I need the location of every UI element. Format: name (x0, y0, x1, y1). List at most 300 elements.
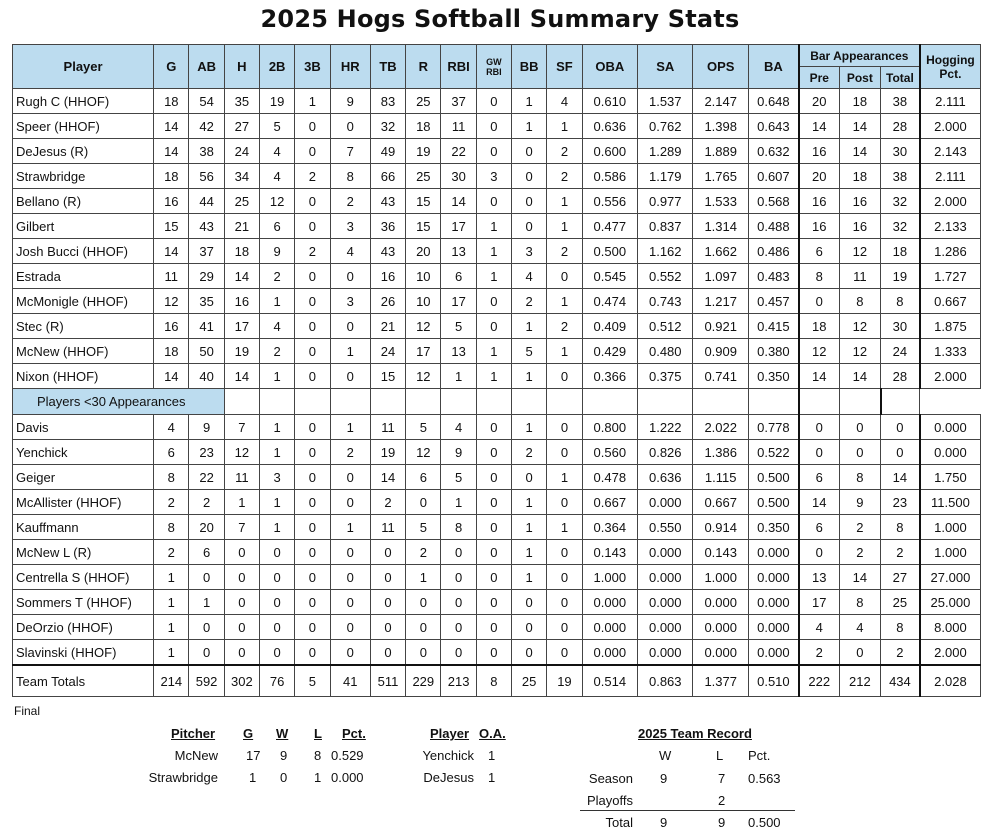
cell-ba: 0.350 (748, 515, 798, 540)
cell-bb: 1 (512, 415, 547, 440)
cell-3b: 1 (295, 89, 330, 114)
cell-ba: 0.000 (748, 565, 798, 590)
cell-player: Gilbert (13, 214, 154, 239)
cell-r: 18 (406, 114, 441, 139)
cell-rbi: 213 (441, 665, 476, 697)
cell-ab: 9 (189, 415, 224, 440)
cell-tb: 11 (370, 415, 405, 440)
cell-2b: 4 (260, 139, 295, 164)
cell-ab: 0 (189, 615, 224, 640)
player-row (13, 590, 981, 615)
cell-g: 16 (154, 314, 189, 339)
player-row (13, 540, 981, 565)
cell-sf: 0 (547, 415, 582, 440)
cell-g: 4 (154, 415, 189, 440)
cell-gw-rbi: 1 (476, 214, 511, 239)
cell-2b: 3 (260, 465, 295, 490)
cell-tb: 16 (370, 264, 405, 289)
cell-r: 0 (406, 640, 441, 666)
cell-g: 6 (154, 440, 189, 465)
cell-sa: 0.550 (638, 515, 693, 540)
cell-tb: 32 (370, 114, 405, 139)
cell-r: 19 (406, 139, 441, 164)
cell-ba: 0.380 (748, 339, 798, 364)
cell-ba: 0.778 (748, 415, 798, 440)
cell-total: 32 (881, 189, 920, 214)
cell-player: Josh Bucci (HHOF) (13, 239, 154, 264)
cell-gw-rbi: 0 (476, 615, 511, 640)
cell-ba: 0.000 (748, 540, 798, 565)
cell-oba: 0.364 (582, 515, 637, 540)
cell-sf: 0 (547, 264, 582, 289)
player-row (13, 314, 981, 339)
empty-cell (406, 389, 441, 415)
cell-bb: 3 (512, 239, 547, 264)
cell-total: 18 (881, 239, 920, 264)
cell-2b: 0 (260, 640, 295, 666)
team-record-title: 2025 Team Record (638, 726, 752, 741)
cell-oba: 1.000 (582, 565, 637, 590)
cell-post: 2 (839, 515, 880, 540)
cell-hr: 0 (330, 565, 370, 590)
cell-sf: 2 (547, 239, 582, 264)
cell-sa: 0.000 (638, 490, 693, 515)
cell-r: 1 (406, 565, 441, 590)
cell-ba: 0.350 (748, 364, 798, 389)
cell-ba: 0.648 (748, 89, 798, 114)
pitching-row-l: 8 (314, 748, 322, 763)
main-players-body (13, 89, 981, 389)
cell-hogging-pct: 0.667 (920, 289, 981, 314)
cell-h: 19 (224, 339, 259, 364)
cell-oba: 0.366 (582, 364, 637, 389)
player-row (13, 465, 981, 490)
cell-hogging-pct: 2.000 (920, 364, 981, 389)
cell-hogging-pct: 2.143 (920, 139, 981, 164)
cell-2b: 5 (260, 114, 295, 139)
cell-total: 28 (881, 114, 920, 139)
cell-sa: 0.512 (638, 314, 693, 339)
cell-h: 18 (224, 239, 259, 264)
cell-hogging-pct: 2.028 (920, 665, 981, 697)
cell-r: 0 (406, 490, 441, 515)
cell-r: 0 (406, 590, 441, 615)
cell-sa: 0.552 (638, 264, 693, 289)
pitching-header-l: L (314, 726, 322, 741)
cell-sf: 1 (547, 289, 582, 314)
cell-gw-rbi: 0 (476, 189, 511, 214)
cell-total: 30 (881, 139, 920, 164)
cell-sf: 0 (547, 490, 582, 515)
cell-tb: 14 (370, 465, 405, 490)
cell-sa: 0.000 (638, 565, 693, 590)
cell-hr: 0 (330, 590, 370, 615)
cell-hogging-pct: 27.000 (920, 565, 981, 590)
empty-cell (295, 389, 330, 415)
cell-sa: 0.826 (638, 440, 693, 465)
cell-total: 2 (881, 540, 920, 565)
cell-post: 12 (839, 339, 880, 364)
cell-sa: 1.222 (638, 415, 693, 440)
cell-ops: 0.667 (693, 490, 748, 515)
cell-h: 34 (224, 164, 259, 189)
team-totals-row (13, 665, 981, 697)
empty-cell (693, 389, 748, 415)
oa-row-value: 1 (488, 748, 496, 763)
cell-hogging-pct: 1.875 (920, 314, 981, 339)
cell-hr: 2 (330, 440, 370, 465)
cell-post: 8 (839, 465, 880, 490)
cell-oba: 0.800 (582, 415, 637, 440)
empty-cell (638, 389, 693, 415)
cell-3b: 0 (295, 364, 330, 389)
cell-hogging-pct: 2.133 (920, 214, 981, 239)
cell-pre: 0 (799, 440, 839, 465)
cell-ops: 1.533 (693, 189, 748, 214)
cell-player: Bellano (R) (13, 189, 154, 214)
cell-hogging-pct: 0.000 (920, 440, 981, 465)
oa-header-player: Player (430, 726, 470, 741)
pitching-row-g: 1 (249, 770, 257, 785)
cell-sa: 0.863 (638, 665, 693, 697)
cell-oba: 0.586 (582, 164, 637, 189)
oa-header-oa: O.A. (479, 726, 506, 741)
cell-ba: 0.500 (748, 490, 798, 515)
cell-ops: 1.662 (693, 239, 748, 264)
cell-oba: 0.409 (582, 314, 637, 339)
cell-sa: 0.000 (638, 615, 693, 640)
cell-post: 0 (839, 440, 880, 465)
cell-pre: 16 (799, 139, 839, 164)
cell-sf: 0 (547, 440, 582, 465)
cell-sa: 0.000 (638, 640, 693, 666)
cell-hr: 41 (330, 665, 370, 697)
cell-pre: 16 (799, 189, 839, 214)
cell-sf: 0 (547, 565, 582, 590)
cell-ops: 1.217 (693, 289, 748, 314)
cell-hr: 0 (330, 114, 370, 139)
cell-total: 25 (881, 590, 920, 615)
header-ab: AB (189, 45, 224, 89)
oa-table (410, 724, 520, 794)
sub-header-body (13, 389, 981, 415)
cell-rbi: 0 (441, 615, 476, 640)
cell-r: 10 (406, 289, 441, 314)
cell-total: 14 (881, 465, 920, 490)
cell-2b: 19 (260, 89, 295, 114)
pitching-header-pitcher: Pitcher (171, 726, 216, 741)
empty-cell (512, 389, 547, 415)
cell-hr: 3 (330, 214, 370, 239)
cell-ops: 2.147 (693, 89, 748, 114)
cell-ab: 35 (189, 289, 224, 314)
cell-g: 18 (154, 339, 189, 364)
empty-cell (839, 389, 880, 415)
header-pre: Pre (799, 67, 839, 89)
cell-hr: 0 (330, 615, 370, 640)
cell-3b: 0 (295, 314, 330, 339)
cell-tb: 83 (370, 89, 405, 114)
cell-pre: 222 (799, 665, 839, 697)
cell-bb: 1 (512, 364, 547, 389)
cell-bb: 0 (512, 189, 547, 214)
player-row (13, 139, 981, 164)
cell-r: 5 (406, 415, 441, 440)
cell-rbi: 9 (441, 440, 476, 465)
cell-player: McNew (HHOF) (13, 339, 154, 364)
cell-ops: 1.115 (693, 465, 748, 490)
pitching-row-pct: 0.529 (331, 748, 364, 763)
cell-tb: 24 (370, 339, 405, 364)
cell-ab: 22 (189, 465, 224, 490)
cell-total: 19 (881, 264, 920, 289)
cell-tb: 43 (370, 189, 405, 214)
cell-oba: 0.556 (582, 189, 637, 214)
totals-body (13, 665, 981, 697)
cell-ab: 1 (189, 590, 224, 615)
cell-r: 17 (406, 339, 441, 364)
cell-ba: 0.486 (748, 239, 798, 264)
cell-tb: 0 (370, 615, 405, 640)
cell-hr: 9 (330, 89, 370, 114)
cell-hr: 0 (330, 264, 370, 289)
cell-h: 0 (224, 565, 259, 590)
cell-sf: 2 (547, 314, 582, 339)
cell-h: 35 (224, 89, 259, 114)
cell-rbi: 0 (441, 590, 476, 615)
cell-post: 0 (839, 640, 880, 666)
cell-ba: 0.457 (748, 289, 798, 314)
cell-sa: 0.743 (638, 289, 693, 314)
cell-3b: 0 (295, 415, 330, 440)
cell-total: 32 (881, 214, 920, 239)
cell-player: Speer (HHOF) (13, 114, 154, 139)
cell-rbi: 37 (441, 89, 476, 114)
header-hog-line1: Hogging (926, 52, 975, 67)
empty-cell (370, 389, 405, 415)
cell-bb: 1 (512, 89, 547, 114)
cell-ops: 0.921 (693, 314, 748, 339)
cell-oba: 0.636 (582, 114, 637, 139)
cell-g: 1 (154, 640, 189, 666)
pitching-table (138, 724, 378, 794)
cell-ab: 44 (189, 189, 224, 214)
cell-player: Strawbridge (13, 164, 154, 189)
cell-ba: 0.522 (748, 440, 798, 465)
header-ba: BA (748, 45, 798, 89)
header-sf: SF (547, 45, 582, 89)
cell-hogging-pct: 1.750 (920, 465, 981, 490)
playoffs-l: 2 (718, 793, 726, 808)
cell-hogging-pct: 1.000 (920, 515, 981, 540)
cell-g: 12 (154, 289, 189, 314)
empty-cell (224, 389, 259, 415)
season-l: 7 (718, 771, 726, 786)
cell-hogging-pct: 8.000 (920, 615, 981, 640)
cell-total: 8 (881, 289, 920, 314)
cell-post: 14 (839, 565, 880, 590)
cell-3b: 2 (295, 164, 330, 189)
cell-player: Estrada (13, 264, 154, 289)
cell-hr: 1 (330, 339, 370, 364)
cell-player: Yenchick (13, 440, 154, 465)
cell-ab: 38 (189, 139, 224, 164)
cell-player: McMonigle (HHOF) (13, 289, 154, 314)
cell-sf: 19 (547, 665, 582, 697)
player-row (13, 515, 981, 540)
cell-bb: 5 (512, 339, 547, 364)
cell-rbi: 1 (441, 364, 476, 389)
cell-oba: 0.667 (582, 490, 637, 515)
cell-3b: 0 (295, 440, 330, 465)
player-row (13, 264, 981, 289)
cell-oba: 0.000 (582, 615, 637, 640)
cell-total: 28 (881, 364, 920, 389)
cell-rbi: 17 (441, 214, 476, 239)
header-ops: OPS (693, 45, 748, 89)
cell-sf: 0 (547, 540, 582, 565)
cell-player: DeOrzio (HHOF) (13, 615, 154, 640)
cell-oba: 0.514 (582, 665, 637, 697)
cell-tb: 26 (370, 289, 405, 314)
cell-total: 24 (881, 339, 920, 364)
cell-r: 25 (406, 164, 441, 189)
cell-ops: 0.909 (693, 339, 748, 364)
cell-sf: 4 (547, 89, 582, 114)
header-hr: HR (330, 45, 370, 89)
cell-3b: 0 (295, 615, 330, 640)
cell-h: 14 (224, 264, 259, 289)
cell-player: Geiger (13, 465, 154, 490)
cell-hogging-pct: 2.111 (920, 164, 981, 189)
cell-r: 2 (406, 540, 441, 565)
cell-ab: 20 (189, 515, 224, 540)
cell-rbi: 4 (441, 415, 476, 440)
page-title: 2025 Hogs Softball Summary Stats (260, 5, 740, 33)
cell-bb: 1 (512, 490, 547, 515)
cell-tb: 19 (370, 440, 405, 465)
cell-ab: 56 (189, 164, 224, 189)
player-row (13, 114, 981, 139)
cell-r: 229 (406, 665, 441, 697)
cell-ba: 0.415 (748, 314, 798, 339)
cell-2b: 0 (260, 540, 295, 565)
cell-ops: 0.143 (693, 540, 748, 565)
cell-h: 302 (224, 665, 259, 697)
cell-rbi: 5 (441, 314, 476, 339)
cell-post: 16 (839, 214, 880, 239)
cell-hr: 1 (330, 415, 370, 440)
cell-oba: 0.143 (582, 540, 637, 565)
cell-bb: 1 (512, 314, 547, 339)
cell-bb: 2 (512, 440, 547, 465)
cell-bb: 1 (512, 565, 547, 590)
cell-sf: 1 (547, 114, 582, 139)
cell-3b: 2 (295, 239, 330, 264)
cell-rbi: 0 (441, 640, 476, 666)
cell-rbi: 17 (441, 289, 476, 314)
cell-h: 7 (224, 415, 259, 440)
cell-sa: 0.636 (638, 465, 693, 490)
player-row (13, 565, 981, 590)
cell-total: 2 (881, 640, 920, 666)
cell-pre: 14 (799, 490, 839, 515)
cell-gw-rbi: 0 (476, 440, 511, 465)
cell-sa: 0.480 (638, 339, 693, 364)
cell-g: 16 (154, 189, 189, 214)
cell-total: 27 (881, 565, 920, 590)
cell-rbi: 1 (441, 490, 476, 515)
cell-hr: 0 (330, 640, 370, 666)
cell-ab: 592 (189, 665, 224, 697)
cell-total: 8 (881, 615, 920, 640)
cell-ab: 23 (189, 440, 224, 465)
stats-table (12, 44, 981, 697)
cell-ops: 0.000 (693, 640, 748, 666)
header-total: Total (881, 67, 920, 89)
cell-gw-rbi: 0 (476, 465, 511, 490)
cell-pre: 4 (799, 615, 839, 640)
cell-bb: 1 (512, 540, 547, 565)
cell-ops: 1.889 (693, 139, 748, 164)
cell-3b: 0 (295, 565, 330, 590)
cell-hr: 8 (330, 164, 370, 189)
cell-gw-rbi: 0 (476, 139, 511, 164)
cell-pre: 18 (799, 314, 839, 339)
cell-ba: 0.510 (748, 665, 798, 697)
cell-g: 18 (154, 89, 189, 114)
cell-h: 0 (224, 640, 259, 666)
player-row (13, 615, 981, 640)
empty-cell (748, 389, 798, 415)
cell-gw-rbi: 1 (476, 339, 511, 364)
cell-ba: 0.000 (748, 640, 798, 666)
cell-bb: 4 (512, 264, 547, 289)
cell-player: Team Totals (13, 665, 154, 697)
cell-pre: 13 (799, 565, 839, 590)
empty-cell (476, 389, 511, 415)
cell-r: 12 (406, 440, 441, 465)
cell-pre: 2 (799, 640, 839, 666)
cell-pre: 0 (799, 289, 839, 314)
cell-3b: 0 (295, 515, 330, 540)
cell-ab: 50 (189, 339, 224, 364)
team-record-header-l: L (716, 748, 724, 763)
cell-hr: 0 (330, 490, 370, 515)
cell-hogging-pct: 1.000 (920, 540, 981, 565)
cell-rbi: 8 (441, 515, 476, 540)
cell-3b: 0 (295, 640, 330, 666)
cell-ba: 0.488 (748, 214, 798, 239)
cell-h: 21 (224, 214, 259, 239)
empty-cell (441, 389, 476, 415)
cell-ops: 0.914 (693, 515, 748, 540)
total-rule (580, 810, 795, 811)
cell-2b: 2 (260, 264, 295, 289)
cell-sa: 0.837 (638, 214, 693, 239)
cell-post: 18 (839, 89, 880, 114)
cell-g: 14 (154, 114, 189, 139)
cell-ab: 42 (189, 114, 224, 139)
cell-gw-rbi: 8 (476, 665, 511, 697)
cell-g: 1 (154, 615, 189, 640)
cell-2b: 1 (260, 415, 295, 440)
cell-hogging-pct: 1.333 (920, 339, 981, 364)
cell-pre: 20 (799, 89, 839, 114)
cell-oba: 0.429 (582, 339, 637, 364)
header-3b: 3B (295, 45, 330, 89)
cell-hogging-pct: 2.000 (920, 640, 981, 666)
